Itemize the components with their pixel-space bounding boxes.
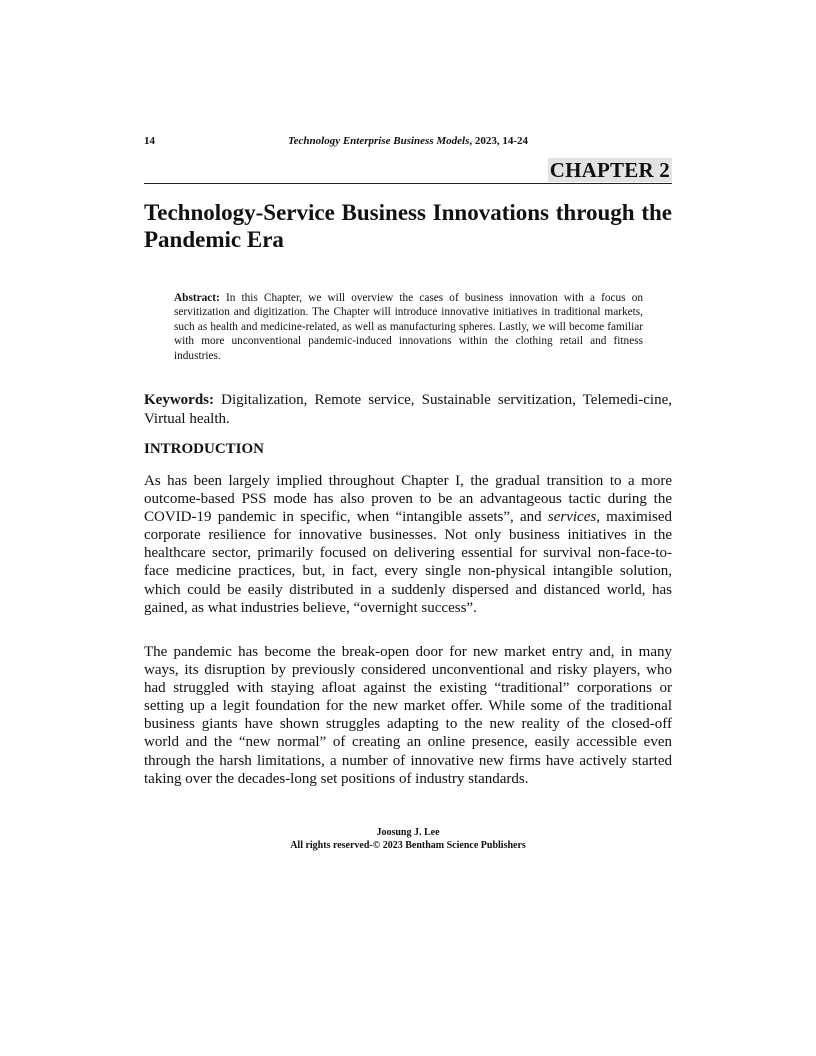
page-footer: [144, 826, 672, 852]
body-paragraph-2: The pandemic has become the break-open door for new market entry and, in many ways, its disruption by previously considered unconventional and risky players, who had struggled with staying afloat against the existing “traditional” corporations or setting up a legit foundation for the new market offer. While some of the traditional business giants have shown struggles adapting to the new reality of the closed-off world and the “new normal” of creating an online presence, easily accessible even through the harsh limitations, a number of innovative new firms have actively started taking over the decades-long set positions of industry standards.: [144, 644, 672, 787]
keywords-label: Keywords:: [144, 392, 214, 408]
paragraph-text: As has been largely implied throughout Chapter I, the gradual transition to a more outcome-based PSS mode has also proven to be an advantageous tactic during the COVID-19 pandemic in specific, when “intangible assets”, and: [144, 473, 672, 526]
emphasized-text: services: [547, 509, 597, 526]
journal-citation: [144, 134, 672, 148]
abstract-label: Abstract:: [174, 292, 220, 304]
chapter-title: Technology-Service Business Innovations through the Pandemic Era: [144, 200, 672, 252]
footer-copyright: All rights reserved-© 2023 Bentham Science Publishers: [290, 840, 526, 851]
keywords-text: Digitalization, Remote service, Sustainable servitization, Telemedi-cine, Virtual health.: [144, 392, 672, 427]
journal-details: , 2023, 14-24: [469, 135, 529, 147]
chapter-divider: [144, 183, 672, 184]
journal-name: Technology Enterprise Business Models: [287, 135, 470, 147]
paragraph-text: , maximised corporate resilience for innovative businesses. Not only business initiatives in the healthcare sector, primarily focused on delivering essential for survival non-face-to-face medicine practices, but, in fact, every single non-physical intangible solution, which could be easily distributed in a suddenly dispersed and distanced world, has gained, as what industries believe, “overnight success”.: [144, 509, 672, 616]
abstract-text: In this Chapter, we will overview the cases of business innovation with a focus on servitization and digitization. The Chapter will introduce innovative initiatives in traditional markets, such as health and medicine-related, as well as manufacturing spheres. Lastly, we will become familiar with more unconventional pandemic-induced innovations within the clothing retail and fitness industries.: [174, 292, 643, 362]
keywords: [144, 391, 672, 429]
page-number: 14: [144, 135, 155, 147]
footer-author: Joosung J. Lee: [376, 827, 440, 838]
body-paragraph-1: [144, 472, 672, 617]
section-heading-introduction: INTRODUCTION: [144, 441, 265, 457]
chapter-label: CHAPTER 2: [549, 158, 670, 182]
abstract: [174, 291, 643, 363]
